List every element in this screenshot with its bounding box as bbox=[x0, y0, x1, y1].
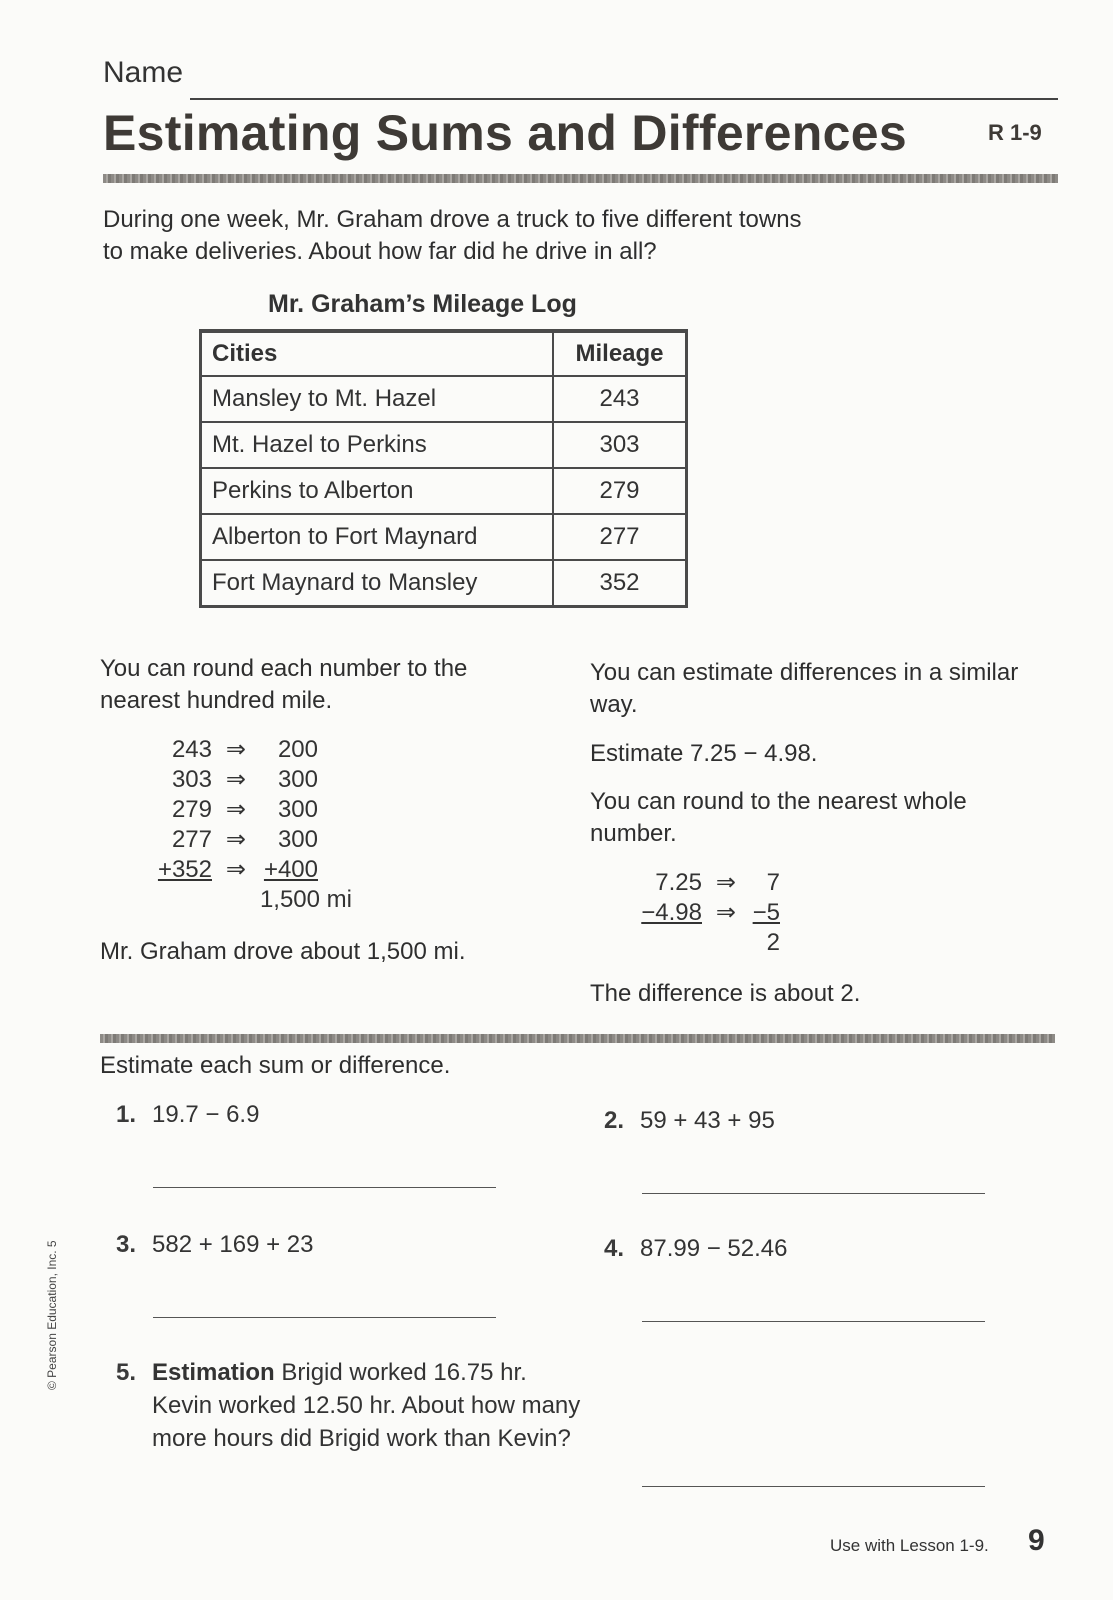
table-row bbox=[201, 468, 687, 514]
answer-line-5[interactable] bbox=[642, 1486, 985, 1487]
mileage-log-table bbox=[199, 329, 688, 608]
rounding-calculation bbox=[150, 735, 390, 915]
original-value: 7.25 bbox=[655, 869, 702, 896]
mileage-log-title: Mr. Graham’s Mileage Log bbox=[268, 290, 577, 318]
rounded-value: 300 bbox=[277, 766, 318, 793]
cities-cell: Fort Maynard to Mansley bbox=[201, 560, 554, 607]
arrow-symbol: ⇒ bbox=[225, 826, 246, 853]
arrow-symbol: ⇒ bbox=[225, 856, 246, 883]
problem-number: 3. bbox=[116, 1231, 137, 1258]
difference-result: 2 bbox=[766, 929, 780, 956]
rounded-value: 200 bbox=[277, 736, 318, 763]
top-divider bbox=[103, 174, 1058, 183]
name-label: Name bbox=[103, 56, 184, 89]
cities-cell: Mansley to Mt. Hazel bbox=[201, 376, 554, 422]
original-value: 277 bbox=[171, 826, 212, 853]
table-row bbox=[201, 560, 687, 607]
name-write-line[interactable] bbox=[190, 98, 1058, 100]
difference-calculation bbox=[630, 868, 800, 958]
problem-number: 2. bbox=[604, 1107, 625, 1134]
sum-total: 1,500 mi bbox=[259, 886, 352, 913]
rounded-value: +400 bbox=[263, 856, 318, 883]
word-problem-text: Brigid worked 16.75 hr. Kevin worked 12.50 hr. About how many more hours did Brigid work than Kevin? bbox=[152, 1359, 581, 1452]
mileage-cell: 279 bbox=[553, 468, 687, 514]
cities-cell: Perkins to Alberton bbox=[201, 468, 554, 514]
problem-4 bbox=[604, 1232, 787, 1265]
answer-line-2[interactable] bbox=[642, 1193, 985, 1194]
rounded-value: 300 bbox=[277, 796, 318, 823]
mileage-cell: 243 bbox=[553, 376, 687, 422]
problem-expression: 582 + 169 + 23 bbox=[152, 1231, 314, 1258]
table-header-row bbox=[201, 331, 687, 376]
arrow-symbol: ⇒ bbox=[715, 869, 736, 896]
rounded-value: 7 bbox=[766, 869, 780, 896]
rounding-conclusion: Mr. Graham drove about 1,500 mi. bbox=[100, 938, 466, 965]
rounded-value: 300 bbox=[277, 826, 318, 853]
estimate-example: Estimate 7.25 − 4.98. bbox=[590, 740, 818, 767]
problem-1 bbox=[116, 1098, 259, 1131]
differences-conclusion: The difference is about 2. bbox=[590, 980, 861, 1007]
original-value: 303 bbox=[171, 766, 212, 793]
cities-cell: Mt. Hazel to Perkins bbox=[201, 422, 554, 468]
lesson-footer: Use with Lesson 1-9. bbox=[830, 1536, 989, 1555]
page-number: 9 bbox=[1028, 1524, 1045, 1557]
page-title: Estimating Sums and Differences bbox=[103, 105, 907, 161]
cities-header: Cities bbox=[201, 331, 554, 376]
problem-label: Estimation bbox=[152, 1359, 275, 1386]
arrow-symbol: ⇒ bbox=[715, 899, 736, 926]
table-row bbox=[201, 376, 687, 422]
original-value: 279 bbox=[171, 796, 212, 823]
arrow-symbol: ⇒ bbox=[225, 766, 246, 793]
practice-instruction: Estimate each sum or difference. bbox=[100, 1052, 451, 1079]
problem-number: 5. bbox=[116, 1359, 137, 1386]
mileage-header: Mileage bbox=[553, 331, 687, 376]
problem-3 bbox=[116, 1228, 313, 1261]
mileage-cell: 303 bbox=[553, 422, 687, 468]
rounding-intro: You can round each number to the nearest hundred mile. bbox=[100, 655, 468, 714]
arrow-symbol: ⇒ bbox=[225, 736, 246, 763]
cities-cell: Alberton to Fort Maynard bbox=[201, 514, 554, 560]
problem-5 bbox=[116, 1356, 586, 1455]
table-row bbox=[201, 422, 687, 468]
round-whole-text: You can round to the nearest whole number. bbox=[590, 788, 967, 847]
lesson-code: R 1-9 bbox=[988, 120, 1042, 145]
rounded-value: −5 bbox=[752, 899, 780, 926]
copyright-notice: © Pearson Education, Inc. 5 bbox=[45, 1240, 59, 1390]
problem-number: 1. bbox=[116, 1101, 137, 1128]
middle-divider bbox=[100, 1034, 1055, 1043]
table-row bbox=[201, 514, 687, 560]
problem-expression: 87.99 − 52.46 bbox=[640, 1235, 788, 1262]
answer-line-4[interactable] bbox=[642, 1321, 985, 1322]
mileage-cell: 277 bbox=[553, 514, 687, 560]
problem-2 bbox=[604, 1104, 775, 1137]
problem-expression: 19.7 − 6.9 bbox=[152, 1101, 260, 1128]
problem-number: 4. bbox=[604, 1235, 625, 1262]
answer-line-3[interactable] bbox=[153, 1317, 496, 1318]
arrow-symbol: ⇒ bbox=[225, 796, 246, 823]
original-value: +352 bbox=[157, 856, 212, 883]
differences-intro: You can estimate differences in a similar way. bbox=[590, 659, 1019, 718]
intro-text: During one week, Mr. Graham drove a truck to five different towns to make deliveries. About how far did he drive in all? bbox=[103, 206, 802, 265]
answer-line-1[interactable] bbox=[153, 1187, 496, 1188]
problem-expression: 59 + 43 + 95 bbox=[640, 1107, 775, 1134]
mileage-cell: 352 bbox=[553, 560, 687, 607]
original-value: 243 bbox=[171, 736, 212, 763]
original-value: −4.98 bbox=[641, 899, 702, 926]
